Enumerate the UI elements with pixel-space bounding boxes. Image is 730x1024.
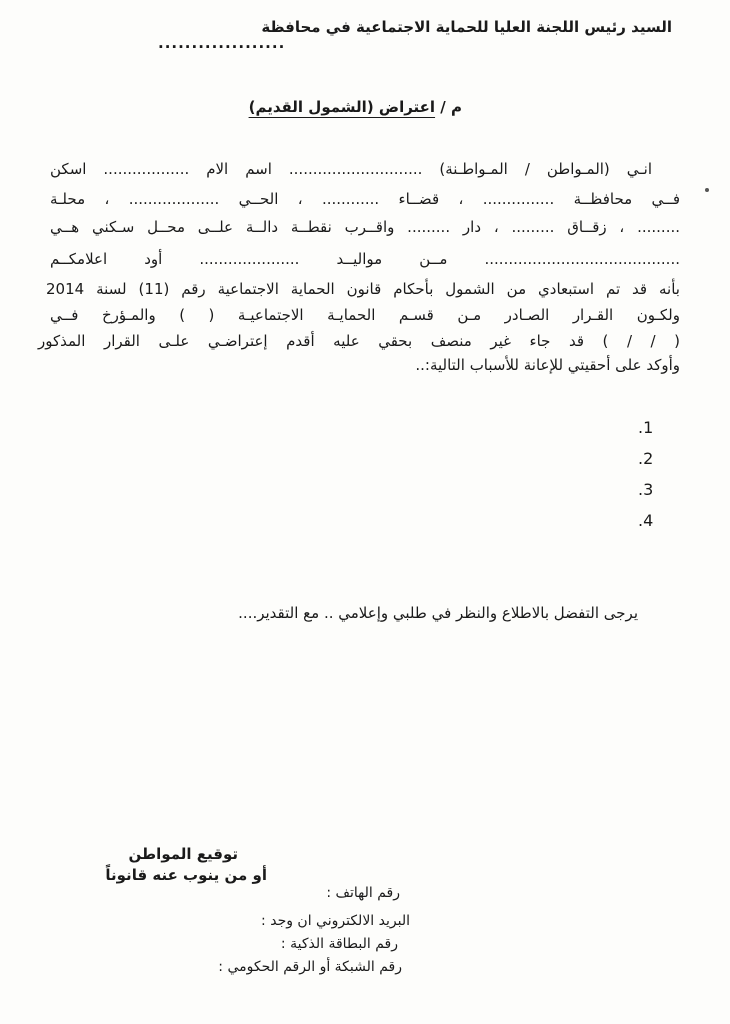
- addressee-governorate-blank: ...................: [158, 34, 286, 52]
- signature-title: توقيع المواطن: [128, 845, 238, 863]
- body-line-3: ......... ، زقــاق ......... ، دار ......... واقــرب نقطــة دالــة علــى محــل سـكني هــي: [50, 218, 680, 236]
- closing-line: يرجى التفضل بالاطلاع والنظر في طلبي وإعلامي .. مع التقدير....: [238, 604, 638, 622]
- body-line-4: ......................................... مــن مواليــد ..................... أود اعلامكــم: [50, 250, 680, 268]
- reason-item-2: .2: [638, 449, 654, 468]
- body-line-1: انـي (المـواطن / المـواطـنة) ............................ اسم الام .................. اسكن: [50, 160, 652, 178]
- body-line-7: ( / / ) قد جاء غير منصف بحقي عليه أقدم إعتراضـي علـى القرار المذكور: [38, 332, 680, 350]
- body-line-6: ولكـون القـرار الصـادر مـن قسـم الحمايـة الاجتماعيـة ( ) والمـؤرخ فــي: [50, 306, 680, 324]
- subject-line: [249, 98, 462, 116]
- signature-subtitle: أو من ينوب عنه قانوناً: [105, 866, 267, 884]
- scan-speck: [705, 188, 709, 192]
- phone-field-label: رقم الهاتف :: [326, 885, 400, 901]
- subject-text: اعتراض (الشمول القديم): [248, 98, 436, 116]
- body-line-5: بأنه قد تم استبعادي من الشمول بأحكام قانون الحماية الاجتماعية رقم (11) لسنة 2014: [46, 280, 680, 298]
- addressee-line: السيد رئيس اللجنة العليا للحماية الاجتماعية في محافظة: [261, 18, 672, 36]
- reason-item-1: .1: [638, 418, 654, 437]
- reason-item-4: .4: [638, 511, 654, 530]
- body-line-8: وأوكد على أحقيتي للإعانة للأسباب التالية:..: [415, 356, 680, 374]
- subject-prefix: م /: [440, 98, 462, 116]
- reasons-list: [638, 418, 678, 542]
- smart-card-field-label: رقم البطاقة الذكية :: [280, 936, 398, 952]
- body-line-2: فــي محافظــة ............... ، قضــاء ............ ، الحــي ................... ، محلـة: [50, 190, 680, 208]
- email-field-label: البريد الالكتروني ان وجد :: [261, 913, 410, 929]
- network-number-field-label: رقم الشبكة أو الرقم الحكومي :: [218, 959, 402, 975]
- reason-item-3: .3: [638, 480, 654, 499]
